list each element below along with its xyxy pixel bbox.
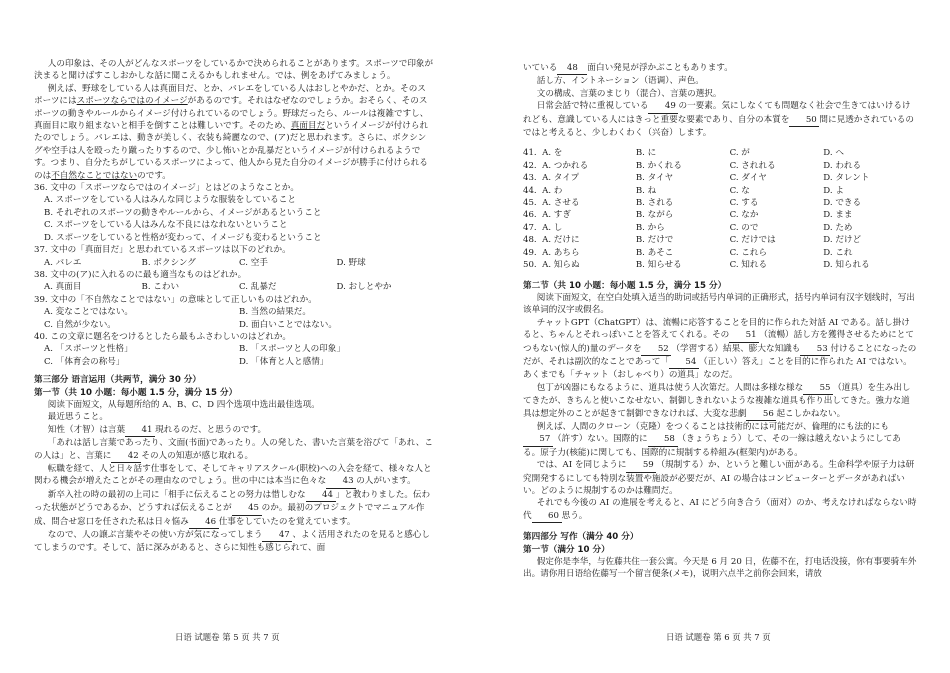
blank-47[interactable]: 47 [262, 529, 292, 542]
part4-title: 第四部分 写作（满分 40 分） [523, 532, 639, 543]
question-36: 36. 文中の「スポーツならではのイメージ」とはどのようなことか。 A. スポーツをしている人はみんな同じような服装をしていること B. それぞれのスポーツの動きやルールから、イメージがあるということ C. スポーツをしている人はみんな不良にはなれないということ D. スポーツをしていると性格が変わって、イメージも変わるということ [34, 183, 322, 243]
blank-50[interactable]: 50 [789, 114, 819, 127]
passage-para-1: 人の印象は、その人がどんなスポーツをしているかで決められることがあります。スポーツで印象が決まると聞けばすこしおかしな話に聞こえるかもしれません。では、例をあげてみましょう。 [34, 59, 434, 82]
section1-title: 第一节（共 10 小题：每小题 1.5 分，满分 15 分） [34, 387, 238, 398]
question-37: 37. 文中の「真面目だ」と思われているスポーツは以下のどれか。 A. バレエ B. ボクシング C. 空手 D. 野球 [34, 245, 366, 268]
blank-59[interactable]: 59 [626, 459, 656, 472]
passage-para-2: 例えば、野球をしている人は真面目だ、とか、バレエをしている人はおしとやかだ、とか。そのスポーツにはスポーツならではのイメージがあるのです。それはなぜなのでしょうか。おそらく、そのスポーツの動きやルールからイメージ付けられているのでしょう。野球だったら、ルールは複雑ですし、真面目に取り組まないと相手を倒すことは難しいです。そのため、真面目だというイメージが付けられたのでしょう。バレエは、動きが美しく、衣装も綺麗なので、(ア)だと思われます。さらに、ボクシングや空手は人を殴ったり蹴ったりするので、少し怖いとか乱暴だというイメージが付けられるようです。つまり、自分たちがしているスポーツによって、他人から見た自分のイメージが勝手に付けられるのは不自然なことではないのです。 [34, 83, 429, 181]
right-page: いている 48 面白い発見が浮かぶこともあります。 話し方、イントネーション（语调）、声色。 文の構成、言葉のまじり（混合）、言葉の選択。 日常会話で特に重視している 49 の一要素。気にしなくても問題なく社会で生きてはいけるけれども、意識している人にはきっと重要な要素であり、自分の本質を 50 間に見透かされているのではと考えると、少しわくわく（兴奋）します。 41. A. を B. に C. が D. へ 42. A. つかれる B. かくれる C. されれる D. われる 43. A. タイプ B. タイヤ C. ダイヤ D. タレント 44. A. わ B. ね C. な D. よ 45. A. させる B. される C. する D. できる 46. A. すぎ B. ながら C. なか D. まま 47. A. し B. から C. ので D. ため 48. A. だけに B. だけで C. だけでは D. だけど 49. A. あちら B. あそこ C. これら D. これ 50. A. 知らぬ B. 知らせる C. 知れる D. 知られる 第二节（共 10 小题：每小题 1.5 分，满分 15 分） 阅读下面短文，在空白处填入适当的助词或括号内单词的正确形式，括号内单词有汉字划线时，写出该单词的汉字或假名。 チャットGPT（ChatGPT）は、流暢に応答することを目的に作られた対話 AI である。話し掛けると、ちゃんとそれっぽいことを答えてくれる。その 51 （流暢）話し方を獲得させるためにとてつもない(惊人的)量のデータを 52 （学習する）結果、膨大な知識も 53 付けることになったのだが、それは副次的なことであって「 54 （正しい）答え」ことを目的に作られた AI ではない。あくまでも「チャット（おしゃべり）の道具」なのだ。 包丁が凶器にもなるように、道具は使う人次第だ。人間は多様な様な 55 （道具）を生み出してきたが、きちんと使いこなせない、制御しきれないような複雑な道具も作り出してきた。強力な道具は想定外のことが起きて制御できなければ、大変な悲劇 56 起こしかねない。 例えば、人間のクローン（克隆）をつくることは技術的には可能だが、倫理的にも法的にも57 （許す）ない。国際的に 58 （きょうちょう）して、その一線は越えないようにしてある。原子力(核能)に関しても、国際的に規制する枠組み(框架内)がある。 では、AI を同じように 59 （規制する）か、というと難しい面がある。生命科学や原子力は研究開発するにしても特別な装置や施設が必要だが、AI の場合はコンピューターとデータがあればいい。どのように規制するのかは難問だ。 それでも今後の AI の進展を考えると、AI にどう向き合う（面对）のか、考えなければならない時代 60 思う。 第四部分 写作（满分 40 分） 第一节（满分 10 分） 假定你是李华，与佐藤共住一套公寓。今天是 6 月 20 日，佐藤不在，打电话没接，你有事要骑车外出。请你用日语给佐藤写一个留言便条(メモ)，说明六点半之前你会回来，请放 [523, 63, 917, 580]
blank-43[interactable]: 43 [326, 475, 356, 488]
writing-prompt: 假定你是李华，与佐藤共住一套公寓。今天是 6 月 20 日，佐藤不在，打电话没接，你有事要骑车外出。请你用日语给佐藤写一个留言便条(メモ)，说明六点半之前你会回来，请放 [523, 557, 917, 580]
choice-row-42: 42. A. つかれる B. かくれる C. されれる D. われる [523, 160, 862, 171]
part3-title: 第三部分 语言运用（共两节，满分 30 分） [34, 375, 202, 386]
blank-54[interactable]: 54 [669, 356, 699, 369]
grammar-passage: チャットGPT（ChatGPT）は、流暢に応答することを目的に作られた対話 AI である。話し掛けると、ちゃんとそれっぽいことを答えてくれる。その 51 （流暢）話し方を獲得させるためにとてつもない(惊人的)量のデータを 52 （学習する）結果、膨大な知識も 53 付けることになったのだが、それは副次的なことであって「 54 （正しい）答え」ことを目的に作られた AI ではない。あくまでも「チャット（おしゃべり）の道具」なのだ。 包丁が凶器にもなるように、道具は使う人次第だ。人間は多様な様な 55 （道具）を生み出してきたが、きちんと使いこなせない、制御しきれないような複雑な道具も作り出してきた。強力な道具は想定外のことが起きて制御できなければ、大変な悲劇 56 起こしかねない。 例えば、人間のクローン（克隆）をつくることは技術的には可能だが、倫理的にも法的にも57 （許す）ない。国際的に 58 （きょうちょう）して、その一線は越えないようにしてある。原子力(核能)に関しても、国際的に規制する枠組み(框架内)がある。 では、AI を同じように 59 （規制する）か、というと難しい面がある。生命科学や原子力は研究開発するにしても特別な装置や施設が必要だが、AI の場合はコンピューターとデータがあればいい。どのように規制するのかは難問だ。 それでも今後の AI の進展を考えると、AI にどう向き合う（面对）のか、考えなければならない時代 60 思う。 [523, 317, 917, 524]
blank-41[interactable]: 41 [125, 424, 155, 437]
blank-60[interactable]: 60 [532, 510, 562, 523]
page-footer-left: 日语 试题卷 第 5 页 共 7 页 [175, 632, 280, 642]
choice-row-43: 43. A. タイプ B. タイヤ C. ダイヤ D. タレント [523, 173, 870, 184]
choice-row-41: 41. A. を B. に C. が D. へ [523, 148, 844, 159]
blank-57[interactable]: 57 [523, 433, 553, 446]
choice-row-45: 45. A. させる B. される C. する D. できる [523, 198, 862, 209]
blank-46[interactable]: 46 [189, 516, 219, 529]
left-page [34, 58, 434, 555]
blank-45[interactable]: 45 [232, 502, 262, 515]
blank-52[interactable]: 52 [641, 343, 671, 356]
question-40: 40. この文章に題名をつけるとしたら最もふさわしいのはどれか。 A. 「スポーツと性格」 B. 「スポーツと人の印象」 C. 「体育会の称号」 D. 「体育と人と感情」 [34, 331, 345, 367]
section2-instructions: 阅读下面短文，在空白处填入适当的助词或括号内单词的正确形式，括号内单词有汉字划线时，写出该单词的汉字或假名。 [523, 292, 915, 316]
section1-instructions: 阅读下面短文，从每题所给的 A、B、C、D 四个选项中选出最佳选项。 [47, 399, 320, 410]
section2-title: 第二节（共 10 小题：每小题 1.5 分，满分 15 分） [523, 280, 727, 291]
question-39: 39. 文中の「不自然なことではない」の意味として正しいものはどれか。 A. 変なことではない。 B. 当然の結果だ。 C. 自然が少ない。 D. 面白いことではない。 [34, 294, 337, 330]
cloze-passage: 最近思うこと。 知性（才智）は言葉 41 現れるのだ、と思うのです。 「あれは話し言葉であったり、文面(书面)であったり。人の発した、書いた言葉を浴びて「あれ、この人は」と、言葉に 42 その人の知恵が感じ取れる。 転職を経て、人と日々話す仕事をして、そしてキャリアスクール(职校)への入会を経て、様々な人と関わる機会が増えたことがその理由なのでしょう。世の中には本当に色々な 43 の人がいます。 新卒入社の時の最初の上司に「相手に伝えることの努力は惜しむな 44 」と教わりました。伝わった状態がどうであるか、どうすれば伝えることが 45 のか。最初のプロジェクトでマニュアル作成、問合せ窓口を任された私は日々悩み 46 仕事をしていたのを覚えています。 なので、人の譲ぶ言葉やその使い方が気になってしまう 47 、よく活用されたのを見ると感心してしまうのです。そして、話に深みがあると、さらに知性も感じられて、面 [34, 412, 433, 554]
blank-48[interactable]: 48 [557, 62, 587, 75]
blank-51[interactable]: 51 [729, 329, 759, 342]
blank-56[interactable]: 56 [746, 408, 776, 421]
page-footer-right: 日语 试题卷 第 6 页 共 7 页 [666, 632, 771, 642]
choice-row-44: 44. A. わ B. ね C. な D. よ [523, 185, 844, 196]
choice-row-47: 47. A. し B. から C. ので D. ため [523, 222, 853, 233]
underlined-phrase: 真面目だ [290, 121, 326, 132]
blank-58[interactable]: 58 [648, 433, 678, 446]
blank-55[interactable]: 55 [803, 382, 833, 395]
choice-row-49: 49. A. あちら B. あそこ C. これら D. これ [523, 247, 853, 258]
part4-section1: 第一节（满分 10 分） [523, 544, 610, 555]
choice-row-48: 48. A. だけに B. だけで C. だけでは D. だけど [523, 235, 862, 246]
underlined-phrase: 不自然なことではない [51, 170, 138, 181]
blank-42[interactable]: 42 [111, 450, 141, 463]
blank-49[interactable]: 49 [648, 100, 678, 113]
choices-table [523, 147, 917, 271]
blank-44[interactable]: 44 [306, 489, 336, 502]
question-38: 38. 文中の(ア)に入れるのに最も適当なものはどれか。 A. 真面目 B. こわい C. 乱暴だ D. おしとやか [34, 269, 392, 293]
blank-53[interactable]: 53 [800, 343, 830, 356]
choice-row-46: 46. A. すぎ B. ながら C. なか D. まま [523, 210, 853, 221]
choice-row-50: 50. A. 知らぬ B. 知らせる C. 知れる D. 知られる [523, 260, 870, 271]
underlined-phrase: スポーツならではのイメージ [76, 96, 188, 107]
